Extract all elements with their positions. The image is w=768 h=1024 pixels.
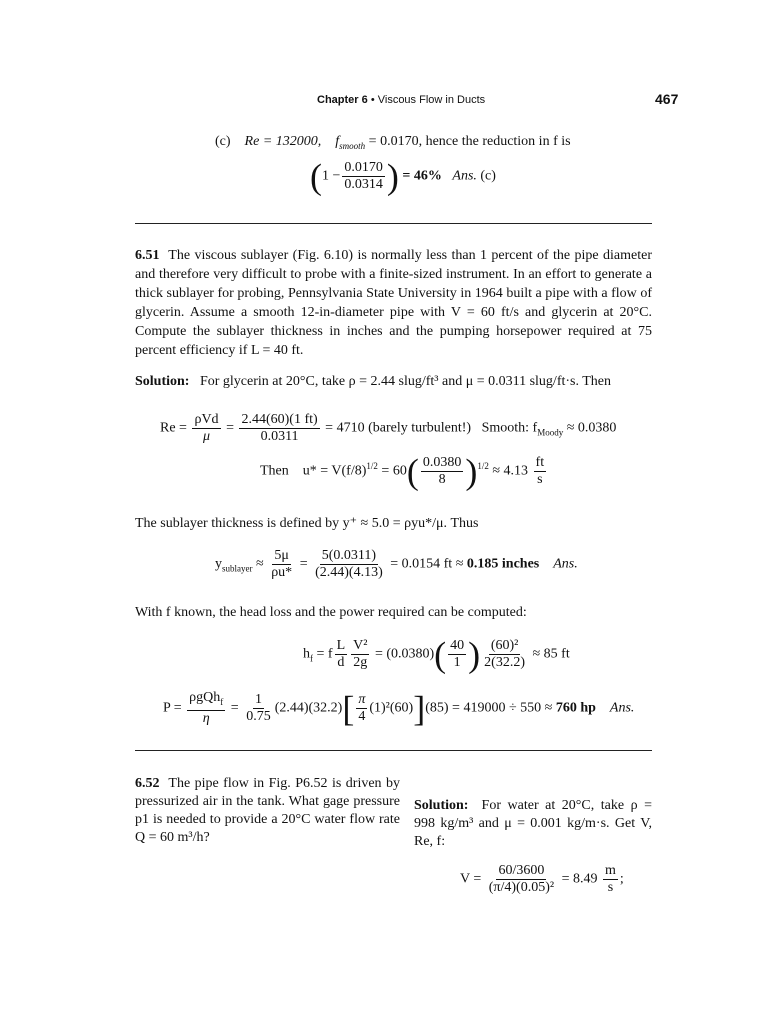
head-loss-equation: $h_f = f$ $\frac{L}{d}$ $\frac{\text{V²}}{2g}$ = (0.0380)( $\frac{40}{1}$ ) $\frac{\text{(60)²}}{2(32.2)}$ ≈ 85 ft: [303, 634, 570, 675]
reynolds-equation: Re = $\frac{\text{ρVd}}{\mu}$ = $\frac{2.44(60)(1 ft)}{0.0311}$ = 4710 (barely turbulent!) Smooth: $f_{Moody} \approx 0.0380$: [160, 412, 617, 444]
section-divider: [135, 223, 652, 224]
page-number: 467: [655, 91, 679, 107]
problem-number: 6.52: [135, 776, 160, 791]
chapter-label: Chapter 6: [317, 94, 368, 106]
solution-line: Solution: For glycerin at 20°C, take ρ = 2.44 slug/ft³ and μ = 0.0311 slug/ft·s. Then: [135, 374, 611, 389]
part-c-equation: (1 − $\frac{0.0170}{0.0314}$ ) = 46% Ans. (c): [310, 156, 496, 197]
power-equation: P = $\frac{\rho gQh_f}{\eta}$ = $\frac{1}{0.75}$ (2.44)(32.2)[ $\frac{\pi}{4}$ (1)²(60)](85) = 419000 ÷ 550 ≈ 760 hp Ans.: [163, 688, 635, 729]
sublayer-thickness-equation: $y_{sublayer}$ ≈ $\frac{5\mu}{\rho u*}$ = $\frac{5(0.0311)}{(2.44)(4.13)}$ = 0.0154 ft ≈ 0.185 inches Ans.: [215, 548, 578, 580]
problem-6-52-statement: 6.52 The pipe flow in Fig. P6.52 is driven by pressurized air in the tank. What gage pressure p1 is needed to provide a 20°C water flow rate Q = 60 m³/h?: [135, 776, 400, 845]
problem-number: 6.51: [135, 248, 160, 263]
problem-6-52-solution: Solution: For water at 20°C, take ρ = 998 kg/m³ and μ = 0.001 kg/m·s. Get V, Re, f:: [414, 798, 652, 849]
section-title: Viscous Flow in Ducts: [377, 94, 486, 106]
header-bullet: •: [370, 94, 375, 106]
part-c-line: (c) Re = 132000, $f_{smooth} = 0.0170$, hence the reduction in f is: [215, 134, 571, 151]
velocity-equation: V = $\frac{60/3600}{\text{(π/4)(0.05)²}}$ = 8.49 $\frac{m}{s}$ ;: [460, 863, 624, 895]
running-header: [317, 94, 485, 106]
section-divider-2: [135, 750, 652, 751]
friction-velocity-equation: Then $u* = V(f/8)^{1/2} = 60$( $\frac{0.0380}{8}$ )$^{1/2}$ ≈ 4.13 $\frac{ft}{s}$: [260, 451, 545, 492]
sublayer-definition: The sublayer thickness is defined by y⁺ ≈ 5.0 = ρyu*/μ. Thus: [135, 516, 479, 531]
head-loss-intro: With f known, the head loss and the power required can be computed:: [135, 605, 527, 620]
problem-6-51-statement: 6.51 The viscous sublayer (Fig. 6.10) is normally less than 1 percent of the pipe diameter and therefore very difficult to probe with a finite-sized instrument. In an effort to generate a thick sublayer for probing, Pennsylvania State University in 1964 built a pipe with a flow of glycerin. Assume a smooth 12-in-diameter pipe with V = 60 ft/s and glycerin at 20°C. Compute the sublayer thickness in inches and the pumping horsepower required at 75 percent efficiency if L = 40 ft.: [135, 248, 653, 358]
